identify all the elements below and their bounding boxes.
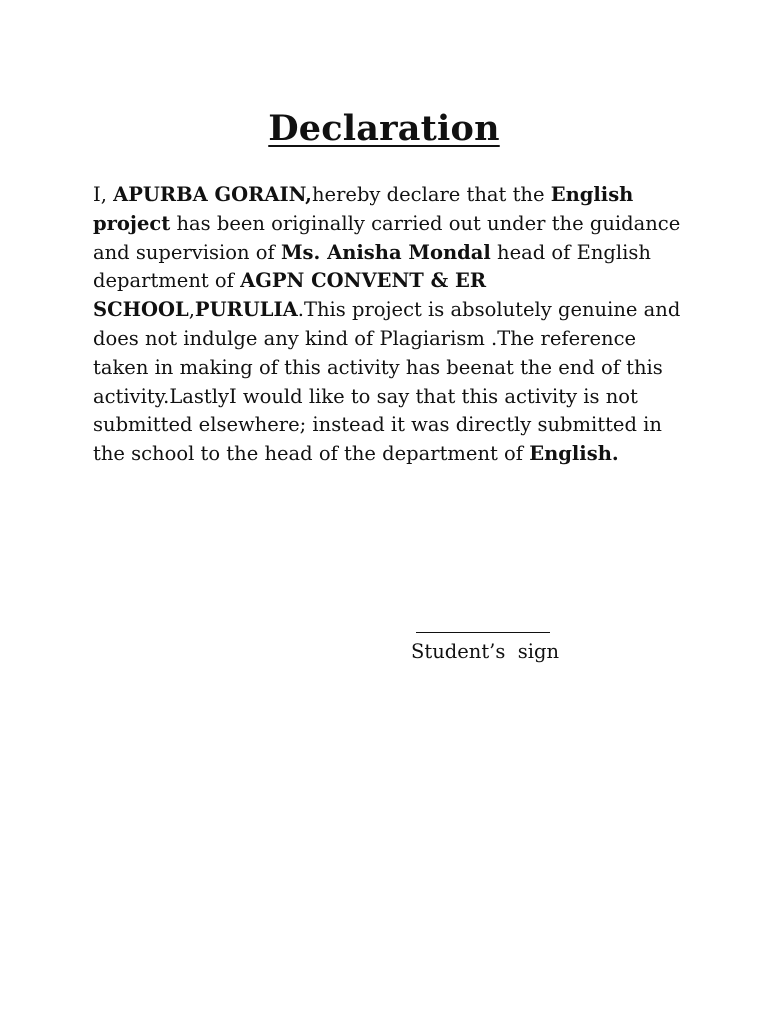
signature-line (416, 616, 550, 633)
school-name: AGPN CONVENT & ER SCHOOL (93, 269, 487, 322)
text-segment: has been originally carried out under the guidance and supervision of (93, 211, 681, 264)
text-segment: .This project is absolutely genuine and does not indulge any kind of Plagiarism .The reference taken in making of this activity has beenat the end of this activity.LastlyI would like to say that this activity is not submitted elsewhere; instead it was directly submitted in the school to the head of the department of (93, 298, 681, 466)
signature-label: Student’s sign (411, 640, 560, 663)
department-name: English. (529, 442, 619, 466)
text-segment: head of English department of (93, 240, 651, 293)
text-segment: hereby declare that the (311, 183, 551, 206)
text-segment: , (188, 298, 195, 322)
text-segment: I, (93, 183, 114, 206)
project-name: English project (93, 183, 634, 235)
declaration-paragraph (93, 181, 683, 469)
page-title: Declaration (268, 108, 500, 149)
supervisor-name: Ms. Anisha Mondal (280, 240, 491, 264)
student-name: APURBA GORAIN, (113, 183, 312, 206)
school-location: PURULIA (194, 298, 298, 322)
